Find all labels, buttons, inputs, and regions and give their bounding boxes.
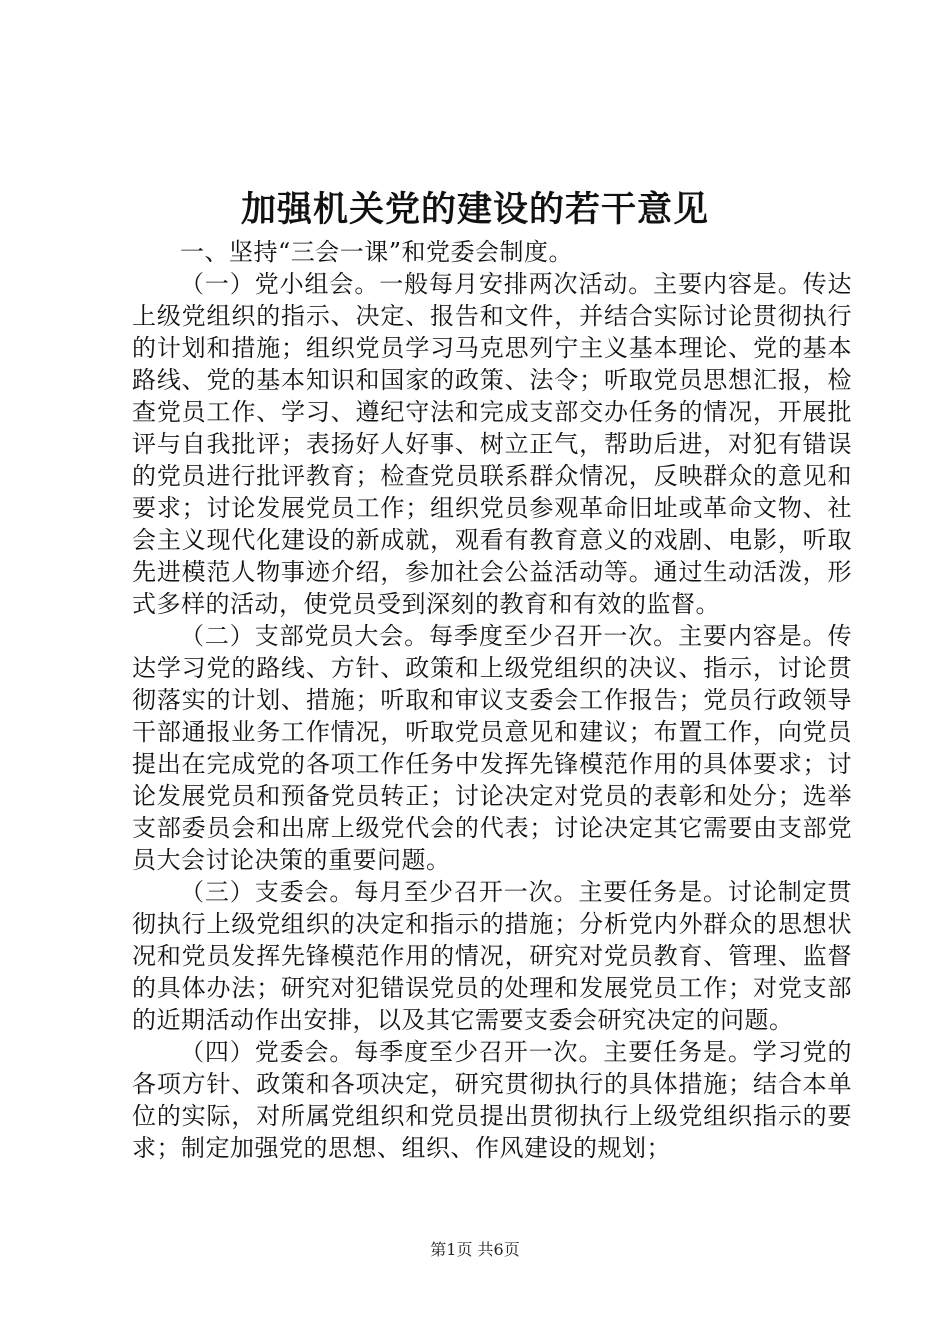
section-heading: 一、坚持“三会一课”和党委会制度。 bbox=[180, 238, 574, 266]
document-title: 加强机关党的建设的若干意见 bbox=[240, 189, 709, 230]
page-footer: 第1页 共6页 bbox=[430, 1240, 520, 1259]
paragraph-branch-committee: （三）支委会。每月至少召开一次。主要任务是。讨论制定贯彻执行上级党组织的决定和指示的措施；分析党内外群众的思想状况和党员发挥先锋模范作用的情况，研究对党员教育、管理、监督的具体办法；研究对犯错误党员的处理和发展党员工作；对党支部的近期活动作出安排，以及其它需要支委会研究决定的问题。 bbox=[132, 878, 852, 1034]
paragraph-party-group-meeting: （一）党小组会。一般每月安排两次活动。主要内容是。传达上级党组织的指示、决定、报告和文件，并结合实际讨论贯彻执行的计划和措施；组织党员学习马克思列宁主义基本理论、党的基本路线、党的基本知识和国家的政策、法令；听取党员思想汇报，检查党员工作、学习、遵纪守法和完成支部交办任务的情况，开展批评与自我批评；表扬好人好事、树立正气，帮助后进，对犯有错误的党员进行批评教育；检查党员联系群众情况，反映群众的意见和要求；讨论发展党员工作；组织党员参观革命旧址或革命文物、社会主义现代化建设的新成就，观看有教育意义的戏剧、电影，听取先进模范人物事迹介绍，参加社会公益活动等。通过生动活泼，形式多样的活动，使党员受到深刻的教育和有效的监督。 bbox=[132, 270, 852, 618]
paragraph-branch-general-meeting: （二）支部党员大会。每季度至少召开一次。主要内容是。传达学习党的路线、方针、政策和上级党组织的决议、指示，讨论贯彻落实的计划、措施；听取和审议支委会工作报告；党员行政领导干部通报业务工作情况，听取党员意见和建议；布置工作，向党员提出在完成党的各项工作任务中发挥先锋模范作用的具体要求；讨论发展党员和预备党员转正；讨论决定对党员的表彰和处分；选举支部委员会和出席上级党代会的代表；讨论决定其它需要由支部党员大会讨论决策的重要问题。 bbox=[132, 622, 852, 874]
paragraph-party-committee: （四）党委会。每季度至少召开一次。主要任务是。学习党的各项方针、政策和各项决定，研究贯彻执行的具体措施；结合本单位的实际，对所属党组织和党员提出贯彻执行上级党组织指示的要求；制定加强党的思想、组织、作风建设的规划； bbox=[132, 1038, 852, 1162]
document-body bbox=[132, 236, 852, 1164]
